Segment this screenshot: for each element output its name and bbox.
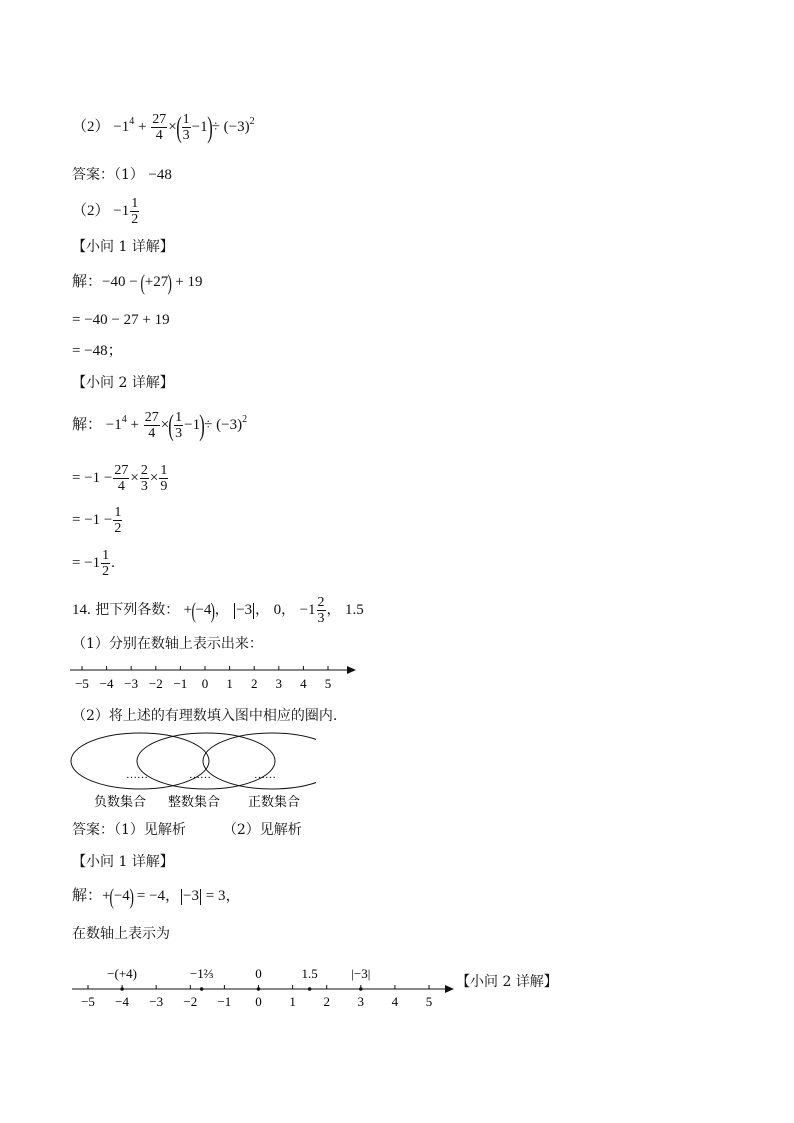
fraction-1-2: $\frac{1}{2}$ [102,548,110,579]
tick-label: −1 [217,994,232,1009]
item-zero: 0 [273,601,282,618]
fraction-27-4: $\frac{27}{4}$ [114,463,129,494]
answer-value: −48 [148,167,172,183]
answer-label: 答案： [72,167,114,183]
part-label: （2） [72,118,110,135]
tick-label: −5 [75,676,89,691]
point-marker [200,987,204,991]
separator: ， [214,601,229,618]
tick-label: 0 [201,676,209,691]
point-marker [308,987,312,991]
separator: ， [326,601,341,618]
number-line-blank [66,658,366,694]
axis-arrow [347,666,356,674]
question-intro: 把下列各数： [95,601,180,618]
answer-part-label: （1） [114,167,144,183]
q14-part2: （2）将上述的有理数填入图中相应的圈内. [72,708,338,724]
point-label: −(+4) [107,966,138,981]
tick-label: 0 [255,994,262,1009]
fraction-1-2: $\frac{1}{2}$ [131,196,139,227]
fraction-1-3: $\frac{1}{3}$ [175,410,183,441]
answer-label: 答案： [72,822,114,838]
tick-label: 5 [425,994,433,1009]
tick-label: 2 [250,676,258,691]
point-label: 1.5 [301,966,318,981]
q13-sub2-heading: 【小问 2 详解】 [72,375,174,391]
tick-label: −4 [99,676,114,691]
fraction-1-3: $\frac{1}{3}$ [182,112,190,143]
fraction-1-2: $\frac{1}{2}$ [114,505,122,536]
point-label: |−3| [351,966,371,981]
tick-label: 5 [324,676,332,691]
q13-part2-expression: $(2) -1^4$ + $\frac{27}{4}$ ×( $\frac{1}{3}$ $-1)\div (-3)^2$ [72,110,255,144]
q13-sol2-step2: = −1 − $\frac{1}{2}$ [72,505,122,536]
q13-sub1-heading: 【小问 1 详解】 [72,239,174,255]
tick-label: 4 [300,676,307,691]
answer-part2: （2）见解析 [222,822,302,838]
tick-label: −2 [148,676,163,691]
fraction-1-9: $\frac{1}{9}$ [160,463,168,494]
tick-label: −3 [149,994,164,1009]
tick-label: −5 [81,994,95,1009]
tick-label: 1 [289,994,296,1009]
venn-label-positive: 正数集合 [248,794,301,809]
fraction-2-3: $\frac{2}{3}$ [317,595,325,626]
venn-dots-negative: …… [126,769,148,781]
number-line-marked [66,952,456,1014]
item-decimal: 1.5 [345,601,364,618]
q13-sol2-step1: = −1 − $\frac{27}{4}$ × $\frac{2}{3}$ × $\frac{1}{9}$ [72,463,168,494]
solution-label: 解： [72,888,103,904]
q13-sol1-line1: 解：−40 − (+27) + 19 [72,269,203,295]
q14-answer [72,821,302,839]
point-marker [120,987,124,991]
q14-sub2-heading: 【小问 2 详解】 [456,974,558,990]
q13-sol2-line1: 解： $-1^4$ + $\frac{27}{4}$ ×( $\frac{1}{3}$ $-1)\div (-3)^2$ [72,408,248,442]
q14-sol-line: 解：+(−4) = −4， −3 = 3， [72,883,241,909]
tick-label: 4 [391,994,399,1009]
tick-label: 2 [323,994,330,1009]
venn-dots-positive: …… [254,769,276,781]
point-marker [257,987,261,991]
fraction-27-4: $\frac{27}{4}$ [144,410,159,441]
tick-label: −1 [173,676,188,691]
venn-dots-integer: …… [189,769,211,781]
q13-answer [72,166,172,184]
tick-label: 1 [226,676,233,691]
q14-sub1-heading: 【小问 1 详解】 [72,854,174,870]
tick-label: −4 [115,994,130,1009]
axis-arrow [445,985,454,993]
tick-label: 3 [275,676,283,691]
tick-label: 3 [357,994,365,1009]
point-label: −1⅔ [189,966,214,981]
answer-part1: （1）见解析 [114,822,186,838]
solution-label: 解： [72,416,103,433]
tick-label: −2 [183,994,198,1009]
venn-label-negative: 负数集合 [94,794,147,809]
separator: ， [255,601,270,618]
fraction-27-4: $\frac{27}{4}$ [152,112,167,143]
separator: ， [281,601,296,618]
separator: ， [225,888,241,904]
q14-part1: （1）分别在数轴上表示出来： [72,636,263,652]
q13-sol1-step2: = −48； [72,343,123,359]
q13-sol1-step1: = −40 − 27 + 19 [72,312,170,328]
q13-answer2: （2） −1 $\frac{1}{2}$ [72,196,139,227]
venn-label-integer: 整数集合 [168,794,221,809]
venn-diagram [66,730,316,818]
point-marker [359,987,363,991]
solution-label: 解： [72,274,103,290]
tick-label: −3 [124,676,139,691]
q14-stem: 14. 把下列各数： +(−4)， −3 ， 0， −1 $\frac{2}{3}$ ， 1.5 [72,595,364,626]
question-number: 14. [72,601,91,618]
q14-display-text: 在数轴上表示为 [72,926,170,942]
fraction-2-3: $\frac{2}{3}$ [140,463,148,494]
point-label: 0 [255,966,262,981]
plotted-points [107,966,370,991]
answer-part-label: （2） [72,202,110,219]
q13-sol2-step3: = −1 $\frac{1}{2}$ . [72,548,115,579]
